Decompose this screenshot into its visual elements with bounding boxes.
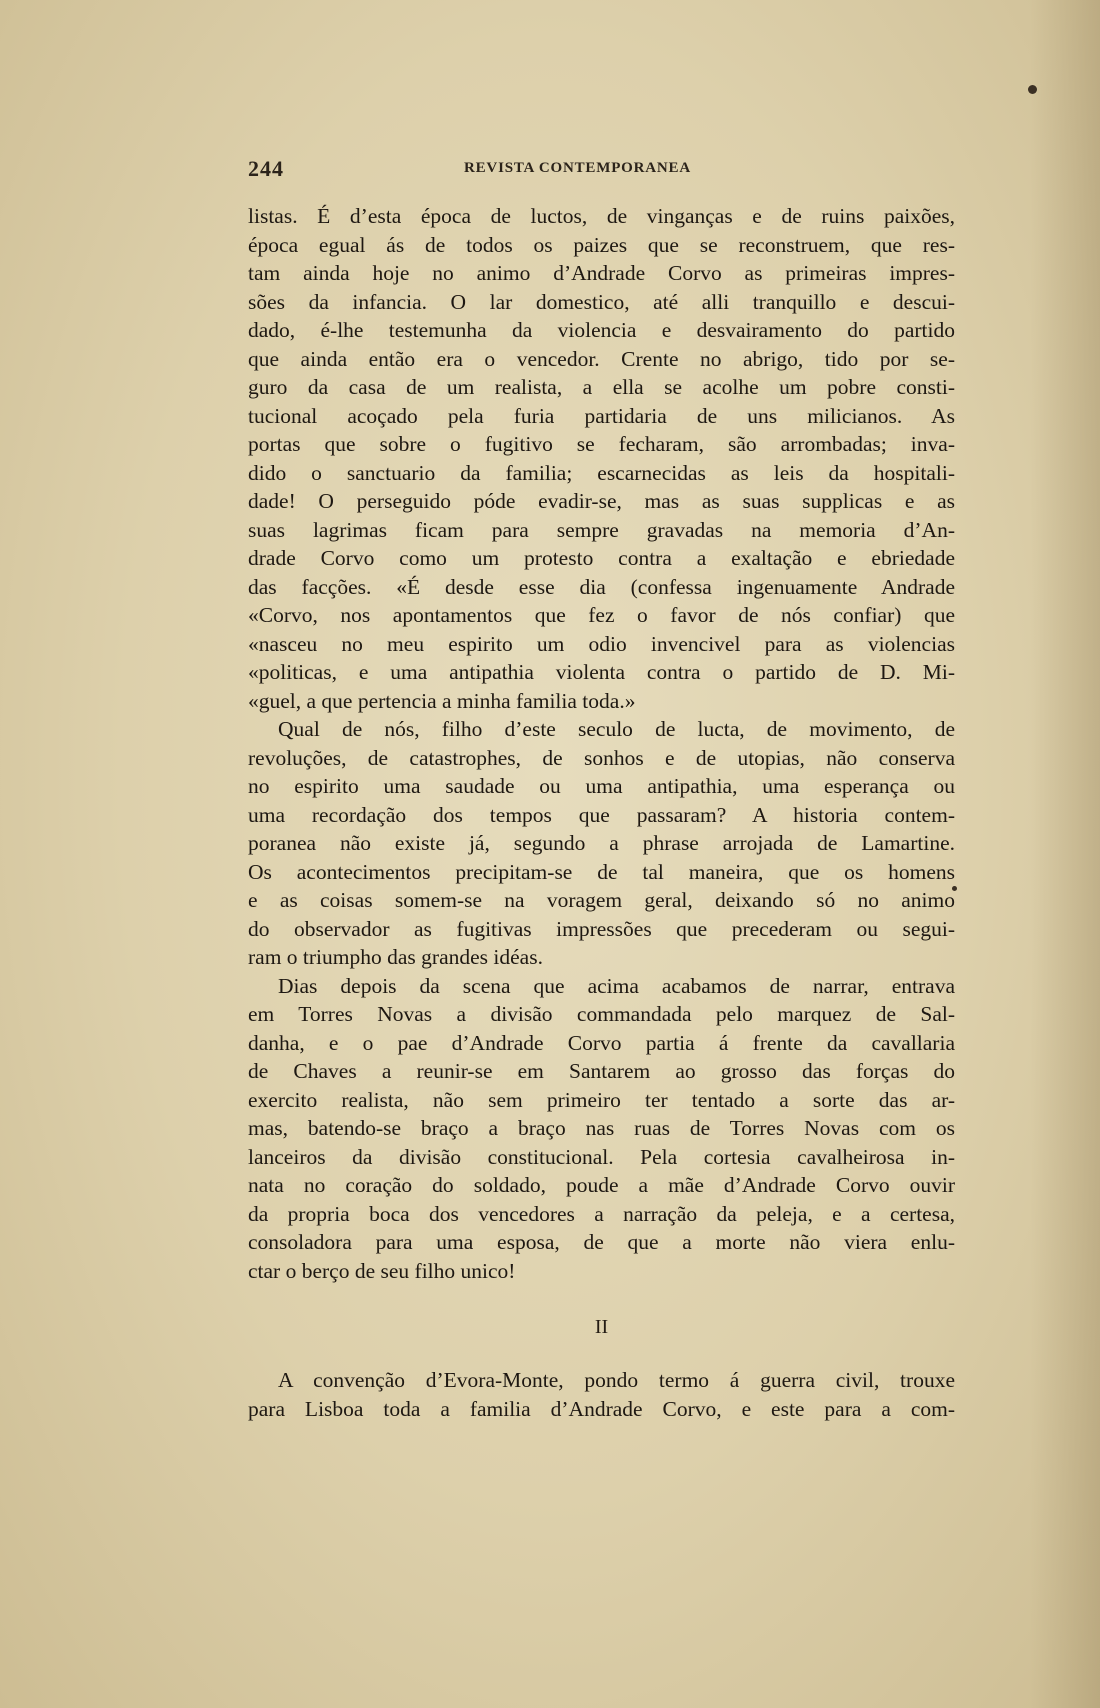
paragraph-3 <box>248 972 955 1286</box>
text-line: ram o triumpho das grandes idéas. <box>248 945 543 969</box>
text-line: da propria boca dos vencedores a narração da peleja, e a certesa, <box>248 1201 955 1226</box>
text-line: «nasceu no meu espirito um odio invencivel para as violencias <box>248 631 955 656</box>
text-line: uma recordação dos tempos que passaram? A historia contem- <box>248 802 955 827</box>
text-line: mas, batendo-se braço a braço nas ruas de Torres Novas com os <box>248 1116 955 1140</box>
text-line: sões da infancia. O lar domestico, até alli tranquillo e descui- <box>248 289 955 314</box>
text-line: guro da casa de um realista, a ella se acolhe um pobre consti- <box>248 375 955 399</box>
text-line: de Chaves a reunir-se em Santarem ao grosso das forças do <box>248 1059 955 1083</box>
text-line: consoladora para uma esposa, de que a morte não viera enlu- <box>248 1230 955 1254</box>
text-line: revoluções, de catastrophes, de sonhos e de utopias, não conserva <box>248 745 955 770</box>
text-line: no espirito uma saudade ou uma antipathia, uma esperança ou <box>248 774 955 798</box>
text-line: para Lisboa toda a familia d’Andrade Corvo, e este para a com- <box>248 1396 955 1421</box>
text-line: «Corvo, nos apontamentos que fez o favor de nós confiar) que <box>248 603 955 627</box>
text-line: listas. É d’esta época de luctos, de vinganças e de ruins paixões, <box>248 204 955 228</box>
text-line: A convenção d’Evora-Monte, pondo termo á guerra civil, trouxe <box>278 1368 955 1392</box>
text-line: e as coisas somem-se na voragem geral, deixando só no animo <box>248 888 955 912</box>
text-line: suas lagrimas ficam para sempre gravadas na memoria d’An- <box>248 517 955 542</box>
text-line: das facções. «É desde esse dia (confessa ingenuamente Andrade <box>248 574 955 599</box>
paragraph-4 <box>248 1366 955 1423</box>
text-line: Dias depois da scena que acima acabamos de narrar, entrava <box>278 973 955 998</box>
paragraph-1 <box>248 202 955 715</box>
text-line: «politicas, e uma antipathia violenta contra o partido de D. Mi- <box>248 660 955 684</box>
text-line: portas que sobre o fugitivo se fecharam, são arrombadas; inva- <box>248 432 955 456</box>
text-line: do observador as fugitivas impressões que precederam ou segui- <box>248 916 955 941</box>
journal-title: REVISTA CONTEMPORANEA <box>464 160 691 176</box>
text-line: danha, e o pae d’Andrade Corvo partia á frente da cavallaria <box>248 1030 955 1055</box>
text-line: poranea não existe já, segundo a phrase arrojada de Lamartine. <box>248 831 955 855</box>
paragraph-2 <box>248 715 955 972</box>
text-line: nata no coração do soldado, poude a mãe d’Andrade Corvo ouvir <box>248 1173 955 1197</box>
text-line: «guel, a que pertencia a minha familia toda.» <box>248 688 636 713</box>
text-line: que ainda então era o vencedor. Crente no abrigo, tido por se- <box>248 346 955 371</box>
text-line: dado, é-lhe testemunha da violencia e desvairamento do partido <box>248 318 955 342</box>
page-number: 244 <box>248 156 284 181</box>
text-line: tam ainda hoje no animo d’Andrade Corvo as primeiras impres- <box>248 261 955 285</box>
text-line: dido o sanctuario da familia; escarnecidas as leis da hospitali- <box>248 460 955 485</box>
ink-speck <box>1028 85 1037 94</box>
text-line: exercito realista, não sem primeiro ter tentado a sorte das ar- <box>248 1087 955 1112</box>
text-line: em Torres Novas a divisão commandada pelo marquez de Sal- <box>248 1002 955 1026</box>
text-line: dade! O perseguido póde evadir-se, mas as suas supplicas e as <box>248 489 955 513</box>
text-line: época egual ás de todos os paizes que se reconstruem, que res- <box>248 232 955 257</box>
running-head <box>248 156 928 186</box>
text-line: Qual de nós, filho d’este seculo de lucta, de movimento, de <box>278 717 955 741</box>
text-line: ctar o berço de seu filho unico! <box>248 1258 516 1283</box>
section-number-heading: II <box>594 1316 609 1338</box>
main-text-block <box>248 202 955 1285</box>
text-line: Os acontecimentos precipitam-se de tal maneira, que os homens <box>248 859 955 884</box>
text-line: lanceiros da divisão constitucional. Pela cortesia cavalheirosa in- <box>248 1144 955 1169</box>
text-line: tucional acoçado pela furia partidaria de uns milicianos. As <box>248 403 955 428</box>
text-line: drade Corvo como um protesto contra a exaltação e ebriedade <box>248 546 955 570</box>
page-edge-shadow <box>1030 0 1100 1708</box>
